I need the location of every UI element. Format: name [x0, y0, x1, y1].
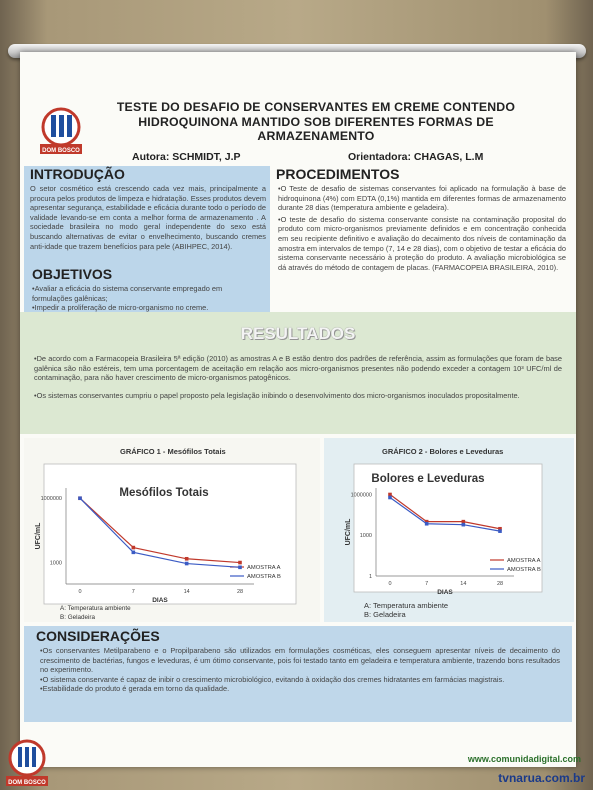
x-tick-label: 14 [183, 589, 190, 595]
chart-caption: GRÁFICO 1 - Mesófilos Totais [120, 447, 226, 456]
objetivo-item: • Impedir a proliferação de micro-organismo no creme. [32, 303, 264, 313]
consideracao-item: • Os conservantes Metilparabeno e o Propilparabeno são utilizados em formulações cosméticas, eles conseguem apresentar níveis de decaimento do crescimento de bactérias, fungos e leveduras, é um ótimo conservante, pois foi testado tanto em geladeira e temperatura ambiente, trazendo bons resultados no experimento. [40, 646, 560, 675]
chart-2-panel [324, 438, 574, 622]
x-tick-label: 0 [388, 581, 392, 587]
institution-logo [32, 106, 90, 156]
data-point [498, 529, 502, 533]
chart-bolores-leveduras [324, 438, 574, 622]
resultados-list [34, 354, 562, 400]
x-tick-label: 28 [236, 589, 244, 595]
corner-logo-text: DOM BOSCO [8, 780, 46, 786]
chart-note: A: Temperatura ambiente [364, 601, 449, 610]
resultados-box [20, 312, 576, 434]
chart-title: Bolores e Leveduras [371, 473, 485, 485]
x-tick-label: 28 [496, 581, 504, 587]
y-tick-label: 1000 [359, 533, 372, 540]
corner-logo [2, 738, 52, 788]
procedimento-item: • O Teste de desafio de sistemas conservantes foi aplicado na formulação à base de hidroquinona (4%) com EDTA (0,1%) mantida em diferentes formas de armazenamento durante 28 dias (temperatura ambiente e geladeira). [278, 184, 566, 213]
legend-label: AMOSTRA B [247, 574, 281, 580]
data-point [185, 562, 189, 566]
consideracoes-list [40, 646, 560, 694]
x-tick-label: 7 [131, 589, 135, 595]
y-tick-label: 1 [368, 574, 372, 580]
intro-box [24, 166, 270, 314]
poster-title: TESTE DO DESAFIO DE CONSERVANTES EM CREME CONTENDO HIDROQUINONA MANTIDO SOB DIFERENTES FORMAS DE ARMAZENAMENTO [116, 100, 516, 143]
resultado-item: • De acordo com a Farmacopeia Brasileira 5ª edição (2010) as amostras A e B estão dentro dos padrões de referência, assim as formulações que foram de base galênica são não estéreis, tem uma porcentagem de aceitação em relação aos micro-organismos presentes não podendo exceder a contagem 10³ UFC/ml de contaminação, para não haver crescimento de micro-organismos patogênicos. [34, 354, 562, 383]
procedimentos-list [278, 184, 566, 272]
data-point [238, 566, 242, 570]
advisor: Orientadora: CHAGAS, L.M [348, 151, 484, 163]
chart-note: B: Geladeira [364, 610, 406, 619]
data-point [238, 561, 242, 565]
data-point [185, 557, 189, 561]
procedimentos-box [274, 166, 570, 314]
procedimentos-heading: PROCEDIMENTOS [276, 166, 400, 182]
y-axis-label: UFC/mL [345, 518, 352, 546]
data-point [132, 546, 136, 550]
consideracoes-box [24, 626, 572, 722]
logo-text: DOM BOSCO [42, 148, 80, 154]
objetivos-heading: OBJETIVOS [32, 266, 113, 282]
resultados-heading: RESULTADOS [240, 324, 356, 343]
consideracao-item: • O sistema conservante é capaz de inibir o crescimento microbiológico, evitando à oxidação dos cremes hidratantes em farmácias magistrais. [40, 675, 560, 685]
intro-text: O setor cosmético está crescendo cada vez mais, principalmente a procura pelos produtos de limpeza e hidratação. Esses produtos devem apresentar segurança, estabilidade e eficácia durante todo o período de validade levando-se em conta a melhor forma de armazenamento . A sociedade brasileira no modo geral independente do sexo está buscando alternativas de evitar o envelhecimento, buscando cremes anti-idade que trazem benefícios para pele (ABIHPEC, 2014). [30, 184, 266, 251]
data-point [132, 551, 136, 555]
y-axis-label: UFC/mL [35, 522, 42, 550]
x-axis-label: DIAS [152, 597, 168, 604]
x-tick-label: 0 [78, 589, 82, 595]
x-tick-label: 7 [425, 581, 429, 587]
chart-note: B: Geladeira [60, 614, 96, 621]
legend-label: AMOSTRA A [507, 558, 541, 564]
intro-heading: INTRODUÇÃO [30, 166, 125, 182]
legend-label: AMOSTRA A [247, 565, 281, 571]
y-tick-label: 1000 [49, 560, 62, 567]
legend-label: AMOSTRA B [507, 567, 541, 573]
y-tick-label: 1000000 [350, 492, 372, 499]
chart-mesofilos-totais [24, 438, 320, 622]
data-point [425, 522, 429, 526]
x-tick-label: 14 [460, 581, 467, 587]
chart-frame [44, 464, 296, 604]
watermark-brand: www.comunidadigital.com [467, 754, 581, 764]
data-point [78, 496, 82, 500]
chart-caption: GRÁFICO 2 - Bolores e Leveduras [382, 447, 504, 456]
authors-line [132, 151, 552, 163]
chart-note: A: Temperatura ambiente [60, 605, 131, 612]
chart-1-panel [24, 438, 320, 622]
objetivos-list [32, 284, 264, 313]
chart-title: Mesófilos Totais [119, 487, 209, 499]
author: Autora: SCHMIDT, J.P [132, 151, 241, 163]
objetivo-item: • Avaliar a eficácia do sistema conservante empregado em formulações galênicas; [32, 284, 264, 303]
scientific-poster [20, 52, 576, 767]
consideracao-item: • Estabilidade do produto é gerada em torno da qualidade. [40, 684, 560, 694]
watermark-site: tvnarua.com.br [498, 771, 585, 785]
y-tick-label: 1000000 [40, 496, 62, 503]
procedimento-item: • O teste de desafio do sistema conservante consiste na contaminação proposital do produto com micro-organismos previamente definidos e em concentração conhecida em seu recipiente definitivo e avaliação do decaimento dos níveis de contaminação da amostra em intervalos de tempo (7, 14 e 28 dias), com o objetivo de testar a eficácia do sistema conservante necessário à proteção do produto. A avaliação microbiológica se dá através do método de contagem de placas. (FARMACOPEIA BRASILEIRA, 2010). [278, 215, 566, 273]
data-point [388, 496, 392, 500]
data-point [462, 523, 466, 527]
resultado-item: • Os sistemas conservantes cumpriu o papel proposto pela legislação inibindo o desenvolvimento dos micro-organismos inoculados propositalmente. [34, 391, 562, 401]
consideracoes-heading: CONSIDERAÇÕES [36, 628, 160, 644]
x-axis-label: DIAS [437, 589, 453, 596]
